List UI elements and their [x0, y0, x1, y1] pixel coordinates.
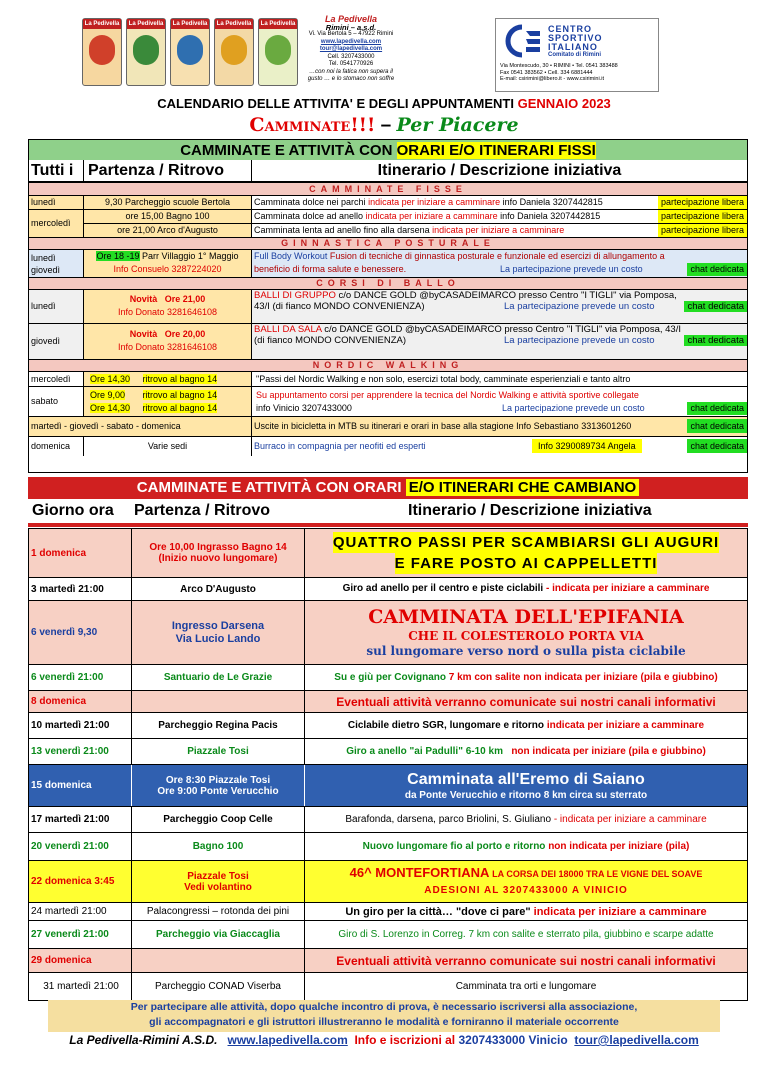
brand-motto: …con noi la fatica non supera il: [309, 68, 393, 75]
event-description: [304, 833, 747, 860]
event-day: 17 martedì 21:00: [31, 814, 110, 825]
footer-site-link[interactable]: www.lapedivella.com: [227, 1033, 348, 1047]
desc-text: (di fianco MONDO CONVENIENZA): [254, 335, 407, 346]
col-header-day: Giorno ora: [32, 502, 114, 519]
event-day: 8 domenica: [31, 696, 87, 707]
changing-section-header: [28, 477, 748, 499]
shield-icon: [89, 35, 115, 65]
row-description: [251, 417, 747, 436]
event-departure: Arco D'Augusto: [131, 578, 304, 600]
event-day: 6 venerdì 21:00: [31, 672, 104, 683]
event-day: 10 martedì 21:00: [31, 720, 110, 731]
desc-note: non indicata per iniziare (pila e giubbino): [511, 745, 706, 757]
footer-phone: 3207433000 Vinicio: [458, 1033, 568, 1047]
desc-note: indicata per iniziare a camminare: [533, 905, 707, 918]
event-description: [304, 807, 747, 832]
event-title: QUATTRO PASSI PER SCAMBIARSI GLI AUGURI: [332, 534, 720, 551]
footer-contacts: [0, 1033, 768, 1047]
event-row: [28, 973, 748, 1001]
chat-badge[interactable]: chat dedicata: [687, 439, 747, 453]
event-row: [28, 861, 748, 903]
desc-info: Info Sebastiano 3313601260: [516, 421, 632, 431]
row-departure: [83, 290, 251, 323]
csi-address-line: Fax 0541 383562 • Cell. 334 6881444: [500, 69, 593, 76]
event-row: [28, 601, 748, 665]
col-header-itinerary: Itinerario / Descrizione iniziativa: [251, 160, 747, 181]
row-day: lunedì: [31, 301, 56, 311]
badge-partecipazione: partecipazione libera: [658, 210, 747, 223]
csi-line: CENTRO: [548, 24, 592, 34]
event-title: Camminata all'Eremo di Saiano: [407, 770, 645, 788]
desc-text: Uscite in bicicletta in MTB su itinerari e orari in base alla stagione: [254, 421, 514, 431]
row-description: [251, 196, 747, 209]
calendar-title: [0, 96, 768, 111]
event-row: [28, 739, 748, 765]
col-header-departure: Partenza / Ritrovo: [83, 160, 251, 181]
table-row: [29, 209, 747, 237]
event-departure: [131, 765, 304, 806]
row-day: [31, 250, 83, 277]
desc-info: info Vinicio 3207433000: [256, 403, 352, 413]
desc-text: Fusion di tecniche di ginnastica posturale e funzionale ed esercizi di allungamento a: [329, 251, 665, 261]
event-day: 15 domenica: [31, 780, 92, 791]
csi-logo-icon: [500, 23, 544, 59]
changing-header-highlight: E/O ITINERARI CHE CAMBIANO: [406, 479, 640, 496]
row-description: [251, 250, 747, 277]
event-description: [304, 665, 747, 690]
desc-text: c/o DANCE GOLD @byCASADEIMARCO presso Centro "I TIGLI" via Pomposa, 43/I: [324, 324, 681, 335]
chat-badge[interactable]: chat dedicata: [684, 301, 747, 312]
desc-note: indicata per iniziare a camminare: [365, 211, 498, 221]
cost-note: La partecipazione prevede un costo: [504, 301, 655, 312]
changing-column-headers: [28, 499, 748, 527]
time-badge: Ore 9,00: [90, 390, 126, 400]
event-description: [304, 861, 747, 902]
section-nordic: NORDIC WALKING: [29, 359, 747, 371]
departure-line: Ore 8:30 Piazzale Tosi: [165, 774, 271, 786]
event-departure: Bagno 100: [131, 833, 304, 860]
departure-line: Via Lucio Lando: [175, 632, 261, 645]
logo-badge-1: [82, 18, 122, 86]
logo-title: La Pedivella: [216, 21, 252, 27]
event-row: [28, 921, 748, 949]
chat-badge[interactable]: chat dedicata: [687, 419, 747, 433]
desc-text: 43/I (di fianco MONDO CONVENIENZA): [254, 301, 425, 312]
brand-name: La Pedivella: [324, 14, 378, 24]
place-badge: ritrovo al bagno 14: [142, 374, 218, 384]
fixed-header-text: CAMMINATE E ATTIVITÀ CON: [180, 142, 393, 159]
logo-title: La Pedivella: [172, 21, 208, 27]
event-day: 29 domenica: [31, 955, 92, 966]
desc-text: beneficio di forma salute e benessere.: [254, 264, 407, 274]
row-description: "Passi del Nordic Walking e non solo, esercizi total body, camminate esperienziali e tanto altro: [251, 372, 747, 386]
event-departure: [131, 529, 304, 577]
table-row: [29, 289, 747, 323]
subtitle-per-piacere: Per Piacere: [396, 114, 519, 136]
place-badge: ritrovo al bagno 14: [142, 403, 218, 413]
brand-tel: Tel. 0541770926: [328, 61, 374, 67]
chat-badge[interactable]: chat dedicata: [687, 263, 747, 276]
badge-partecipazione: partecipazione libera: [658, 224, 747, 237]
desc-line: [252, 224, 747, 237]
badge-partecipazione: partecipazione libera: [658, 196, 747, 209]
table-row: [29, 371, 747, 386]
desc-text: Barafonda, darsena, parco Briolini, S. Giuliano: [345, 813, 552, 825]
table-row: [29, 323, 747, 359]
chat-badge[interactable]: chat dedicata: [684, 335, 747, 346]
event-description: Eventuali attività verranno comunicate sui nostri canali informativi: [304, 691, 747, 712]
row-description: [251, 324, 747, 359]
info-badge: Info 3290089734 Angela: [532, 439, 642, 453]
desc-title: BALLI DI GRUPPO: [254, 290, 336, 301]
departure-line: Piazzale Tosi: [187, 870, 249, 882]
desc-note: non indicata per iniziare (pila): [548, 840, 690, 852]
event-row: [28, 528, 748, 578]
desc-info: info Daniela 3207442815: [502, 197, 603, 207]
novita-label: Novità: [129, 294, 158, 304]
csi-logo-box: [495, 18, 659, 92]
chat-badge[interactable]: chat dedicata: [687, 402, 747, 415]
row-departure-group: [83, 210, 251, 237]
desc-title: Full Body Workout: [254, 251, 328, 261]
desc-note: indicata per iniziare a camminare: [546, 719, 705, 731]
footer-org: La Pedivella-Rimini A.S.D.: [69, 1033, 218, 1047]
desc-note: - indicata per iniziare a camminare: [546, 583, 710, 594]
row-day: lunedì: [31, 197, 56, 207]
row-departure: Varie sedi: [83, 437, 251, 456]
event-description: [304, 765, 747, 806]
event-row: [28, 833, 748, 861]
event-departure: Palacongressi – rotonda dei pini: [131, 903, 304, 920]
calendar-month: GENNAIO 2023: [517, 96, 611, 111]
desc-text: c/o DANCE GOLD @byCASADEIMARCO presso Centro "I TIGLI" via Pomposa,: [338, 290, 677, 301]
time-badge: Ore 14,30: [90, 403, 131, 413]
brand-mail-link[interactable]: tour@lapedivella.com: [319, 46, 383, 52]
desc-text: Giro a anello "ai Padulli" 6-10 km: [346, 745, 503, 757]
changing-header-text: CAMMINATE E ATTIVITÀ CON ORARI: [136, 479, 402, 496]
csi-line: ITALIANO: [548, 42, 598, 52]
event-departure: Parcheggio Coop Celle: [131, 807, 304, 832]
row-description: [251, 437, 747, 456]
cost-note: La partecipazione prevede un costo: [504, 335, 655, 346]
footer-note: [48, 1000, 720, 1032]
event-day: 22 domenica 3:45: [31, 876, 115, 887]
desc-note: indicata per iniziare a camminare: [368, 197, 501, 207]
event-day: 6 venerdì 9,30: [31, 627, 98, 638]
logo-badge-5: [258, 18, 298, 86]
brand-site-link[interactable]: www.lapedivella.com: [320, 38, 382, 45]
event-description: Eventuali attività verranno comunicate sui nostri canali informativi: [304, 949, 747, 972]
logo-title: La Pedivella: [260, 21, 296, 27]
logo-title: La Pedivella: [84, 21, 120, 27]
event-title: 46^ MONTEFORTIANA: [349, 864, 490, 880]
table-row: [29, 195, 747, 209]
footer-note-line: Per partecipare alle attività, dopo qualche incontro di prova, è necessario iscriversi alla associazione,: [130, 1001, 638, 1013]
event-departure: Parcheggio CONAD Viserba: [131, 973, 304, 1000]
row-description-group: [251, 210, 747, 237]
csi-address: [500, 63, 654, 83]
brand-block: [306, 16, 396, 84]
row-departure: [83, 372, 251, 386]
desc-text: Camminata lenta ad anello fino alla darsena: [254, 225, 430, 235]
table-row: [29, 249, 747, 277]
footer-note-line: gli accompagnatori e gli istruttori illustreranno le modalità e forniranno il materiale occorrente: [149, 1016, 619, 1028]
brand-motto: gusto … e lo stomaco non soffre: [307, 76, 395, 82]
event-day: 20 venerdì 21:00: [31, 841, 109, 852]
place-text: Parr Villaggio 1° Maggio: [142, 251, 239, 261]
time-text: Ore 20,00: [164, 329, 206, 339]
csi-name: [548, 25, 603, 52]
shield-icon: [265, 35, 291, 65]
event-subtitle: da Ponte Verucchio e ritorno 8 km circa su sterrato: [404, 789, 648, 801]
info-text: Info Consuelo 3287224020: [113, 264, 222, 274]
event-departure: [131, 691, 304, 712]
row-departure: [83, 250, 251, 277]
row-day: mercoledì: [31, 374, 71, 384]
event-day: 27 venerdì 21:00: [31, 929, 109, 940]
row-day: sabato: [31, 396, 59, 406]
section-camminate-fisse: CAMMINATE FISSE: [29, 183, 747, 195]
event-description: [304, 601, 747, 664]
col-header-departure: Partenza / Ritrovo: [134, 502, 271, 519]
shield-icon: [221, 35, 247, 65]
csi-address-line: E-mail: csirimini@libero.it - www.csirimini.it: [500, 76, 604, 82]
fixed-section-header: [28, 139, 748, 161]
departure-line: Ingresso Darsena: [171, 619, 265, 632]
row-day-line: giovedì: [31, 265, 61, 275]
desc-text: Ciclabile dietro SGR, lungomare e ritorno: [347, 719, 545, 731]
desc-info: info Daniela 3207442815: [500, 211, 601, 221]
event-day: 24 martedì 21:00: [31, 906, 107, 917]
logo-badge-3: [170, 18, 210, 86]
fixed-header-highlight: ORARI E/O ITINERARI FISSI: [396, 142, 596, 159]
logo-badge-4: [214, 18, 254, 86]
desc-text: Camminata dolce ad anello: [254, 211, 364, 221]
desc-title: BALLI DA SALA: [254, 324, 322, 335]
event-row: [28, 765, 748, 807]
desc-text: Su appuntamento corsi per apprendere la tecnica del Nordic Walking e attività sportive collegate: [256, 390, 639, 400]
logo-badge-2: [126, 18, 166, 86]
row-departure: [83, 324, 251, 359]
brand-sub: Rimini – a.s.d.: [325, 22, 377, 32]
section-ginnastica: GINNASTICA POSTURALE: [29, 237, 747, 249]
event-departure: Piazzale Tosi: [131, 739, 304, 764]
event-description: [304, 578, 747, 600]
subtitle-dash: –: [380, 115, 392, 136]
csi-address-line: Via Montescudo, 30 • RIMINI • Tel. 0541 383488: [500, 63, 618, 69]
event-row: [28, 903, 748, 921]
event-description: Giro di S. Lorenzo in Correg. 7 km con salite e sterrato pila, giubbino e scarpe adatte: [304, 921, 747, 948]
csi-line: SPORTIVO: [548, 33, 603, 43]
event-title: CAMMINATA DELL'EPIFANIA: [368, 606, 684, 628]
footer-info-label: Info e iscrizioni al: [354, 1033, 456, 1047]
subtitle-camminate: Camminate!!!: [249, 114, 376, 136]
calendar-title-text: CALENDARIO DELLE ATTIVITA' E DEGLI APPUNTAMENTI: [157, 96, 514, 111]
brand-cell: Cell. 3207433000: [327, 53, 375, 60]
col-header-itinerary: Itinerario / Descrizione iniziativa: [408, 502, 652, 519]
event-description: Camminata tra orti e lungomare: [304, 973, 747, 1000]
event-description: [304, 713, 747, 738]
desc-text: Nuovo lungomare fio al porto e ritorno: [362, 840, 546, 852]
cost-note: La partecipazione prevede un costo: [502, 403, 645, 413]
row-day: domenica: [31, 441, 71, 451]
departure-line: Ore 9:00 Ponte Verucchio: [157, 785, 279, 797]
desc-note: - indicata per iniziare a camminare: [553, 813, 707, 825]
row-day: mercoledì: [31, 218, 71, 228]
fixed-table: [28, 182, 748, 473]
table-row: [29, 416, 747, 436]
departure-line: Vedi volantino: [184, 881, 252, 893]
fixed-column-headers: [28, 160, 748, 182]
info-text: Info Donato 3281646108: [117, 307, 218, 317]
event-subtitle: ADESIONI AL 3207433000 A VINICIO: [424, 884, 628, 896]
desc-text: Su e giù per Covignano: [334, 671, 446, 683]
desc-text: Un giro per la città… "dove ci pare": [345, 905, 531, 918]
event-row: [28, 665, 748, 691]
col-header-day: Tutti i: [31, 162, 74, 179]
row-departure: ore 15,00 Bagno 100: [84, 210, 251, 224]
brand-address: Vi. Via Bertola 5 – 47922 Rimini: [308, 31, 394, 37]
info-text: Info Donato 3281646108: [117, 342, 218, 352]
footer-mail-link[interactable]: tour@lapedivella.com: [574, 1033, 699, 1047]
departure-line: (Inizio nuovo lungomare): [158, 553, 278, 564]
event-departure: [131, 861, 304, 902]
event-subtitle: LA CORSA DEI 18000 TRA LE VIGNE DEL SOAVE: [492, 868, 703, 879]
event-row: [28, 807, 748, 833]
event-departure: [131, 601, 304, 664]
event-description: [304, 739, 747, 764]
row-description: [251, 387, 747, 416]
row-description: [251, 290, 747, 323]
row-departure: ore 21,00 Arco d'Augusto: [117, 225, 218, 235]
time-text: Ore 21,00: [164, 294, 206, 304]
row-day: giovedì: [31, 336, 61, 346]
event-departure: Parcheggio Regina Pacis: [131, 713, 304, 738]
desc-text: Giro ad anello per il centro e piste ciclabili: [342, 583, 544, 594]
event-description: [304, 903, 747, 920]
event-day: 31 martedì 21:00: [43, 981, 119, 992]
novita-label: Novità: [129, 329, 158, 339]
row-departure: 9,30 Parcheggio scuole Bertola: [83, 196, 251, 209]
event-day: 1 domenica: [31, 547, 87, 559]
time-badge: Ore 18 -19: [96, 251, 140, 261]
time-badge: Ore 14,30: [90, 374, 131, 384]
event-departure: Santuario de Le Grazie: [131, 665, 304, 690]
event-row: [28, 578, 748, 601]
event-departure: [131, 949, 304, 972]
event-row: [28, 691, 748, 713]
shield-icon: [133, 35, 159, 65]
table-row: [29, 386, 747, 416]
event-title: E FARE POSTO AI CAPPELLETTI: [394, 555, 658, 572]
event-row: [28, 949, 748, 973]
csi-comitato: Comitato di Rimini: [548, 52, 601, 58]
event-day: 3 martedì 21:00: [31, 583, 104, 595]
section-ballo: CORSI DI BALLO: [29, 277, 747, 289]
desc-note: 7 km con salite non indicata per iniziare (pila e giubbino): [448, 671, 718, 683]
row-day-line: lunedì: [31, 253, 56, 263]
desc-line: [252, 210, 747, 224]
row-day: martedì - giovedì - sabato - domenica: [31, 421, 181, 431]
departure-line: Ore 10,00 Ingrasso Bagno 14: [149, 542, 287, 553]
logo-title: La Pedivella: [128, 21, 164, 27]
cost-note: La partecipazione prevede un costo: [500, 264, 643, 274]
desc-note: indicata per iniziare a camminare: [432, 225, 565, 235]
desc-text: Camminata dolce nei parchi: [254, 197, 366, 207]
event-day: 13 venerdì 21:00: [31, 746, 109, 757]
event-departure: Parcheggio via Giaccaglia: [131, 921, 304, 948]
event-subtitle: sul lungomare verso nord o sulla pista ciclabile: [366, 644, 686, 658]
desc-text: Burraco in compagnia per neofiti ed esperti: [254, 441, 426, 451]
table-row: [29, 436, 747, 456]
event-description: [304, 529, 747, 577]
subtitle: [0, 114, 768, 137]
event-subtitle: CHE IL COLESTEROLO PORTA VIA: [408, 629, 644, 643]
shield-icon: [177, 35, 203, 65]
row-departure: [83, 387, 251, 416]
event-row: [28, 713, 748, 739]
place-badge: ritrovo al bagno 14: [142, 390, 218, 400]
